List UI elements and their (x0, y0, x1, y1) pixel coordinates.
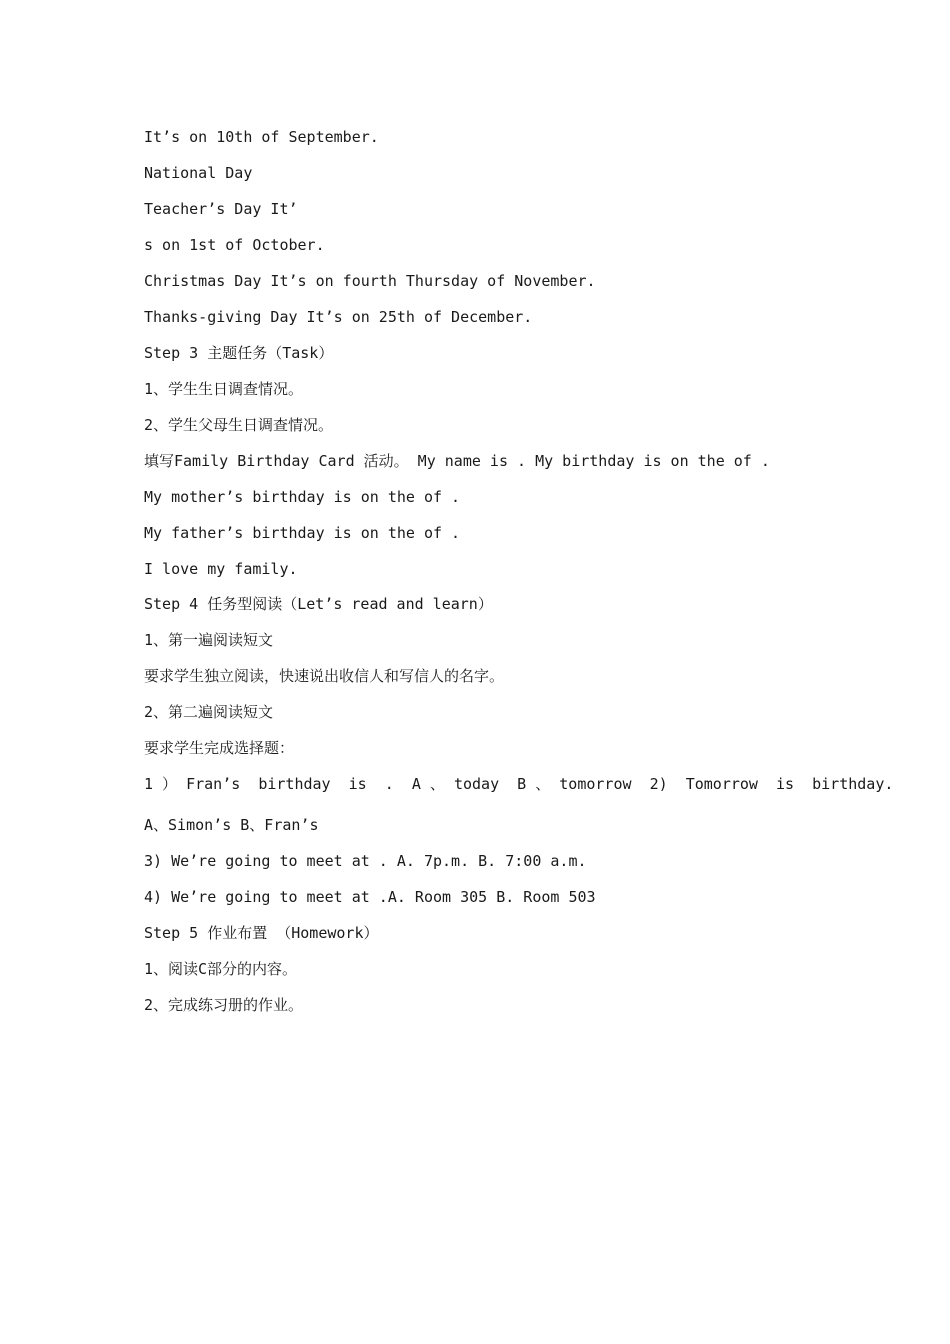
text-line-24: 1、阅读C部分的内容。 (144, 960, 298, 978)
text-line-5: Christmas Day It’s on fourth Thursday of November. (144, 272, 596, 290)
text-line-19: 1 ） Fran’s birthday is . A 、 today B 、 tomorrow 2) Tomorrow is birthday. (144, 775, 894, 793)
text-line-18: 要求学生完成选择题： (144, 739, 295, 757)
text-line-8: 1、学生生日调查情况。 (144, 380, 304, 398)
step3-heading: Step 3 主题任务（Task） (144, 344, 334, 362)
text-line-16: 要求学生独立阅读，快速说出收信人和写信人的名字。 (144, 667, 505, 685)
text-line-1: It’s on 10th of September. (144, 128, 379, 146)
text-line-17: 2、第二遍阅读短文 (144, 703, 274, 721)
text-line-13: I love my family. (144, 560, 298, 578)
text-line-9: 2、学生父母生日调查情况。 (144, 416, 334, 434)
text-line-15: 1、第一遍阅读短文 (144, 631, 274, 649)
step4-heading: Step 4 任务型阅读（Let’s read and learn） (144, 595, 493, 613)
text-line-25: 2、完成练习册的作业。 (144, 996, 304, 1014)
text-line-3: Teacher’s Day It’ (144, 200, 298, 218)
step5-heading: Step 5 作业布置 （Homework） (144, 924, 379, 942)
text-line-12: My father’s birthday is on the of . (144, 524, 461, 542)
text-line-2: National Day (144, 164, 253, 182)
text-line-4: s on 1st of October. (144, 236, 325, 254)
text-line-6: Thanks-giving Day It’s on 25th of December. (144, 308, 533, 326)
text-line-11: My mother’s birthday is on the of . (144, 488, 461, 506)
text-line-21: 3) We’re going to meet at . A. 7p.m. B. 7:00 a.m. (144, 852, 587, 870)
text-line-22: 4) We’re going to meet at .A. Room 305 B. Room 503 (144, 888, 596, 906)
text-line-10: 填写Family Birthday Card 活动。 My name is . My birthday is on the of . (144, 452, 770, 470)
text-line-20: A、Simon’s B、Fran’s (144, 816, 319, 834)
